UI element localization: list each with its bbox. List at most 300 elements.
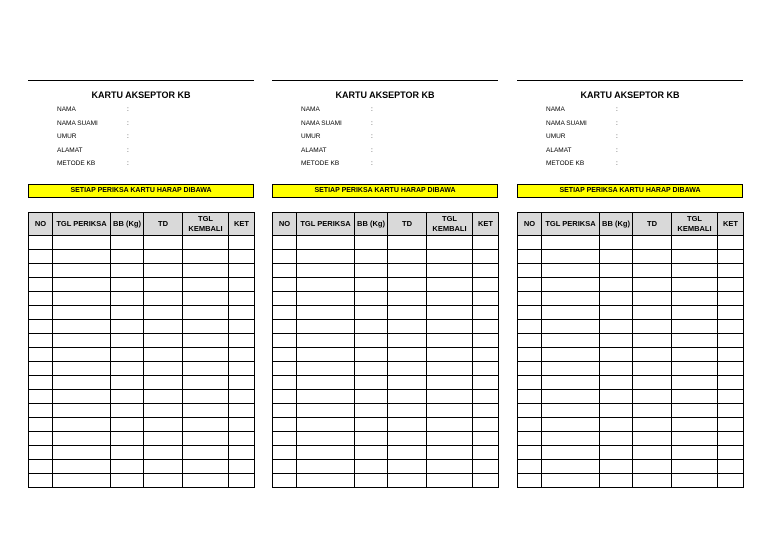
table-cell — [600, 362, 633, 376]
card-top-rule — [28, 80, 254, 81]
table-cell — [518, 362, 542, 376]
field-colon: : — [127, 133, 129, 140]
table-cell — [183, 474, 229, 488]
table-cell — [355, 390, 388, 404]
col-header-no: NO — [518, 213, 542, 236]
table-row — [29, 292, 255, 306]
table-cell — [297, 390, 355, 404]
table-cell — [718, 390, 744, 404]
field-label: NAMA — [546, 106, 565, 113]
table-cell — [229, 474, 255, 488]
table-cell — [111, 292, 144, 306]
table-cell — [672, 362, 718, 376]
table-cell — [427, 432, 473, 446]
table-cell — [29, 474, 53, 488]
table-cell — [672, 306, 718, 320]
field-alamat — [57, 144, 254, 158]
table-cell — [229, 460, 255, 474]
table-cell — [111, 348, 144, 362]
table-row — [518, 278, 744, 292]
table-cell — [473, 278, 499, 292]
table-cell — [53, 278, 111, 292]
table-cell — [388, 292, 427, 306]
table-cell — [111, 362, 144, 376]
table-row — [29, 376, 255, 390]
table-cell — [273, 264, 297, 278]
table-cell — [144, 404, 183, 418]
table-cell — [718, 250, 744, 264]
table-cell — [297, 404, 355, 418]
table-cell — [427, 404, 473, 418]
table-cell — [183, 306, 229, 320]
table-cell — [633, 250, 672, 264]
table-cell — [297, 250, 355, 264]
table-cell — [473, 362, 499, 376]
table-cell — [111, 320, 144, 334]
table-cell — [355, 306, 388, 320]
table-cell — [600, 250, 633, 264]
table-row — [29, 236, 255, 250]
table-cell — [355, 418, 388, 432]
table-cell — [29, 278, 53, 292]
table-cell — [229, 278, 255, 292]
table-row — [29, 334, 255, 348]
table-cell — [183, 460, 229, 474]
table-cell — [473, 418, 499, 432]
field-label: NAMA SUAMI — [546, 119, 587, 127]
table-cell — [111, 376, 144, 390]
field-colon: : — [371, 119, 373, 127]
table-cell — [297, 460, 355, 474]
table-cell — [29, 236, 53, 250]
col-header-bb: BB (Kg) — [111, 213, 144, 236]
table-cell — [427, 418, 473, 432]
table-row — [518, 460, 744, 474]
card-title: KARTU AKSEPTOR KB — [91, 90, 191, 100]
table-cell — [672, 418, 718, 432]
table-cell — [229, 250, 255, 264]
table-row — [273, 292, 499, 306]
table-cell — [672, 348, 718, 362]
table-cell — [427, 348, 473, 362]
table-cell — [355, 320, 388, 334]
table-cell — [542, 376, 600, 390]
field-colon: : — [127, 146, 129, 154]
card-title: KARTU AKSEPTOR KB — [580, 90, 680, 100]
table-cell — [672, 250, 718, 264]
table-cell — [518, 432, 542, 446]
table-cell — [473, 446, 499, 460]
table-cell — [297, 362, 355, 376]
col-header-td: TD — [633, 213, 672, 236]
table-cell — [229, 390, 255, 404]
table-cell — [672, 292, 718, 306]
table-row — [518, 474, 744, 488]
table-cell — [672, 376, 718, 390]
table-cell — [600, 460, 633, 474]
table-cell — [388, 390, 427, 404]
table-cell — [388, 320, 427, 334]
table-row — [29, 474, 255, 488]
table-row — [273, 236, 499, 250]
table-cell — [273, 250, 297, 264]
table-row — [518, 390, 744, 404]
table-cell — [542, 460, 600, 474]
table-cell — [718, 292, 744, 306]
col-header-ket: KET — [229, 213, 255, 236]
table-cell — [388, 418, 427, 432]
col-header-bb: BB (Kg) — [355, 213, 388, 236]
table-row — [29, 264, 255, 278]
table-cell — [144, 306, 183, 320]
table-cell — [355, 236, 388, 250]
col-header-tgl-kembali: TGL KEMBALI — [183, 213, 229, 236]
table-cell — [144, 446, 183, 460]
table-cell — [144, 432, 183, 446]
table-cell — [183, 404, 229, 418]
table-row — [29, 446, 255, 460]
table-cell — [542, 432, 600, 446]
table-cell — [672, 236, 718, 250]
col-header-td: TD — [388, 213, 427, 236]
field-label: UMUR — [301, 133, 321, 140]
table-cell — [427, 250, 473, 264]
table-cell — [144, 418, 183, 432]
table-cell — [388, 446, 427, 460]
table-cell — [273, 418, 297, 432]
table-cell — [388, 236, 427, 250]
table-cell — [600, 278, 633, 292]
table-cell — [427, 334, 473, 348]
table-cell — [542, 390, 600, 404]
table-cell — [144, 334, 183, 348]
table-cell — [388, 376, 427, 390]
table-row — [273, 334, 499, 348]
col-header-bb: BB (Kg) — [600, 213, 633, 236]
table-cell — [633, 432, 672, 446]
table-cell — [718, 236, 744, 250]
table-cell — [111, 432, 144, 446]
table-cell — [355, 474, 388, 488]
table-cell — [600, 348, 633, 362]
card-title: KARTU AKSEPTOR KB — [335, 90, 435, 100]
table-cell — [427, 460, 473, 474]
table-cell — [518, 418, 542, 432]
table-row — [273, 474, 499, 488]
table-cell — [542, 250, 600, 264]
table-row — [273, 432, 499, 446]
table-row — [518, 334, 744, 348]
table-cell — [718, 306, 744, 320]
table-cell — [473, 334, 499, 348]
table-row — [518, 236, 744, 250]
table-row — [273, 306, 499, 320]
table-cell — [29, 446, 53, 460]
table-row — [273, 250, 499, 264]
table-cell — [183, 236, 229, 250]
field-colon: : — [616, 119, 618, 127]
field-label: METODE KB — [301, 160, 340, 167]
table-row — [518, 376, 744, 390]
table-cell — [144, 250, 183, 264]
table-cell — [542, 348, 600, 362]
table-cell — [427, 474, 473, 488]
field-label: ALAMAT — [301, 146, 327, 154]
table-header-row — [29, 213, 255, 236]
table-cell — [273, 390, 297, 404]
table-cell — [297, 292, 355, 306]
table-cell — [672, 320, 718, 334]
field-metode-kb — [57, 157, 254, 171]
notice-banner: SETIAP PERIKSA KARTU HARAP DIBAWA — [272, 184, 498, 198]
col-header-no: NO — [273, 213, 297, 236]
table-cell — [518, 474, 542, 488]
field-label: NAMA — [57, 106, 76, 113]
table-cell — [229, 292, 255, 306]
table-row — [29, 418, 255, 432]
table-cell — [600, 418, 633, 432]
table-cell — [718, 474, 744, 488]
field-nama-suami — [301, 117, 498, 131]
table-cell — [273, 306, 297, 320]
table-cell — [53, 306, 111, 320]
table-row — [518, 404, 744, 418]
field-metode-kb — [546, 157, 743, 171]
field-label: METODE KB — [546, 160, 585, 167]
table-cell — [229, 348, 255, 362]
table-cell — [600, 334, 633, 348]
table-cell — [633, 474, 672, 488]
table-cell — [144, 320, 183, 334]
table-cell — [473, 348, 499, 362]
table-cell — [273, 348, 297, 362]
table-row — [273, 362, 499, 376]
table-cell — [473, 236, 499, 250]
table-cell — [355, 348, 388, 362]
table-row — [273, 390, 499, 404]
card-top-rule — [517, 80, 743, 81]
table-cell — [297, 432, 355, 446]
table-cell — [355, 404, 388, 418]
table-cell — [111, 306, 144, 320]
field-nama — [301, 103, 498, 117]
table-cell — [633, 376, 672, 390]
field-alamat — [546, 144, 743, 158]
table-cell — [518, 376, 542, 390]
table-row — [29, 362, 255, 376]
table-cell — [144, 278, 183, 292]
table-cell — [111, 460, 144, 474]
table-cell — [273, 376, 297, 390]
col-header-tgl-periksa: TGL PERIKSA — [542, 213, 600, 236]
table-cell — [29, 404, 53, 418]
table-cell — [53, 390, 111, 404]
kartu-akseptor-card-3 — [517, 80, 743, 233]
table-cell — [229, 418, 255, 432]
table-cell — [473, 292, 499, 306]
table-header-row — [273, 213, 499, 236]
table-cell — [53, 446, 111, 460]
table-cell — [355, 432, 388, 446]
table-cell — [427, 264, 473, 278]
table-cell — [111, 418, 144, 432]
table-cell — [53, 460, 111, 474]
field-colon: : — [127, 106, 129, 113]
table-cell — [29, 348, 53, 362]
table-cell — [600, 376, 633, 390]
table-cell — [29, 306, 53, 320]
table-cell — [273, 446, 297, 460]
table-cell — [633, 278, 672, 292]
table-cell — [273, 362, 297, 376]
table-cell — [53, 432, 111, 446]
table-cell — [229, 432, 255, 446]
field-umur — [57, 130, 254, 144]
table-cell — [518, 306, 542, 320]
table-cell — [53, 320, 111, 334]
table-cell — [297, 418, 355, 432]
table-cell — [542, 264, 600, 278]
table-cell — [672, 404, 718, 418]
table-cell — [388, 306, 427, 320]
table-cell — [183, 292, 229, 306]
table-cell — [600, 236, 633, 250]
table-cell — [144, 362, 183, 376]
table-cell — [229, 320, 255, 334]
table-cell — [273, 278, 297, 292]
table-cell — [473, 250, 499, 264]
table-row — [29, 432, 255, 446]
table-cell — [355, 264, 388, 278]
table-cell — [229, 446, 255, 460]
table-cell — [473, 264, 499, 278]
field-colon: : — [371, 146, 373, 154]
table-cell — [427, 446, 473, 460]
table-cell — [718, 432, 744, 446]
table-cell — [111, 474, 144, 488]
table-cell — [29, 376, 53, 390]
field-nama — [546, 103, 743, 117]
table-cell — [29, 390, 53, 404]
table-cell — [53, 334, 111, 348]
field-label: ALAMAT — [57, 146, 83, 154]
field-colon: : — [127, 119, 129, 127]
table-row — [518, 264, 744, 278]
table-cell — [111, 390, 144, 404]
table-row — [29, 250, 255, 264]
table-cell — [297, 334, 355, 348]
table-cell — [144, 264, 183, 278]
table-cell — [297, 320, 355, 334]
table-cell — [53, 236, 111, 250]
visit-log-table — [28, 212, 255, 488]
table-cell — [542, 320, 600, 334]
field-colon: : — [371, 106, 373, 113]
table-cell — [53, 474, 111, 488]
table-cell — [718, 264, 744, 278]
col-header-ket: KET — [473, 213, 499, 236]
table-cell — [297, 446, 355, 460]
table-cell — [183, 278, 229, 292]
table-cell — [144, 236, 183, 250]
table-cell — [600, 390, 633, 404]
table-cell — [29, 264, 53, 278]
table-row — [273, 418, 499, 432]
table-cell — [111, 264, 144, 278]
table-cell — [183, 334, 229, 348]
table-cell — [229, 362, 255, 376]
table-cell — [518, 348, 542, 362]
table-cell — [53, 264, 111, 278]
table-row — [29, 348, 255, 362]
table-row — [518, 292, 744, 306]
table-cell — [672, 334, 718, 348]
table-cell — [355, 250, 388, 264]
table-row — [273, 460, 499, 474]
table-cell — [111, 446, 144, 460]
table-cell — [518, 292, 542, 306]
table-cell — [273, 334, 297, 348]
table-cell — [473, 320, 499, 334]
table-cell — [473, 404, 499, 418]
card-fields — [57, 103, 254, 171]
table-cell — [388, 432, 427, 446]
table-cell — [427, 278, 473, 292]
table-cell — [542, 404, 600, 418]
table-body — [518, 236, 744, 488]
table-cell — [473, 460, 499, 474]
table-cell — [672, 432, 718, 446]
table-cell — [273, 474, 297, 488]
table-cell — [427, 390, 473, 404]
table-cell — [388, 264, 427, 278]
table-cell — [473, 306, 499, 320]
table-cell — [53, 376, 111, 390]
table-cell — [672, 264, 718, 278]
col-header-ket: KET — [718, 213, 744, 236]
col-header-no: NO — [29, 213, 53, 236]
table-cell — [355, 460, 388, 474]
table-row — [29, 278, 255, 292]
table-cell — [144, 390, 183, 404]
table-cell — [229, 236, 255, 250]
field-metode-kb — [301, 157, 498, 171]
table-cell — [144, 292, 183, 306]
table-cell — [355, 376, 388, 390]
table-cell — [518, 460, 542, 474]
table-cell — [427, 292, 473, 306]
field-label: NAMA SUAMI — [57, 119, 98, 127]
table-row — [273, 278, 499, 292]
table-row — [273, 404, 499, 418]
table-cell — [427, 320, 473, 334]
table-cell — [600, 446, 633, 460]
table-cell — [111, 236, 144, 250]
table-cell — [600, 264, 633, 278]
table-cell — [297, 376, 355, 390]
table-row — [518, 250, 744, 264]
table-cell — [542, 418, 600, 432]
field-alamat — [301, 144, 498, 158]
table-cell — [273, 460, 297, 474]
table-cell — [388, 404, 427, 418]
table-row — [29, 390, 255, 404]
table-cell — [53, 418, 111, 432]
table-cell — [29, 432, 53, 446]
notice-banner: SETIAP PERIKSA KARTU HARAP DIBAWA — [517, 184, 743, 198]
table-header-row — [518, 213, 744, 236]
table-cell — [633, 404, 672, 418]
